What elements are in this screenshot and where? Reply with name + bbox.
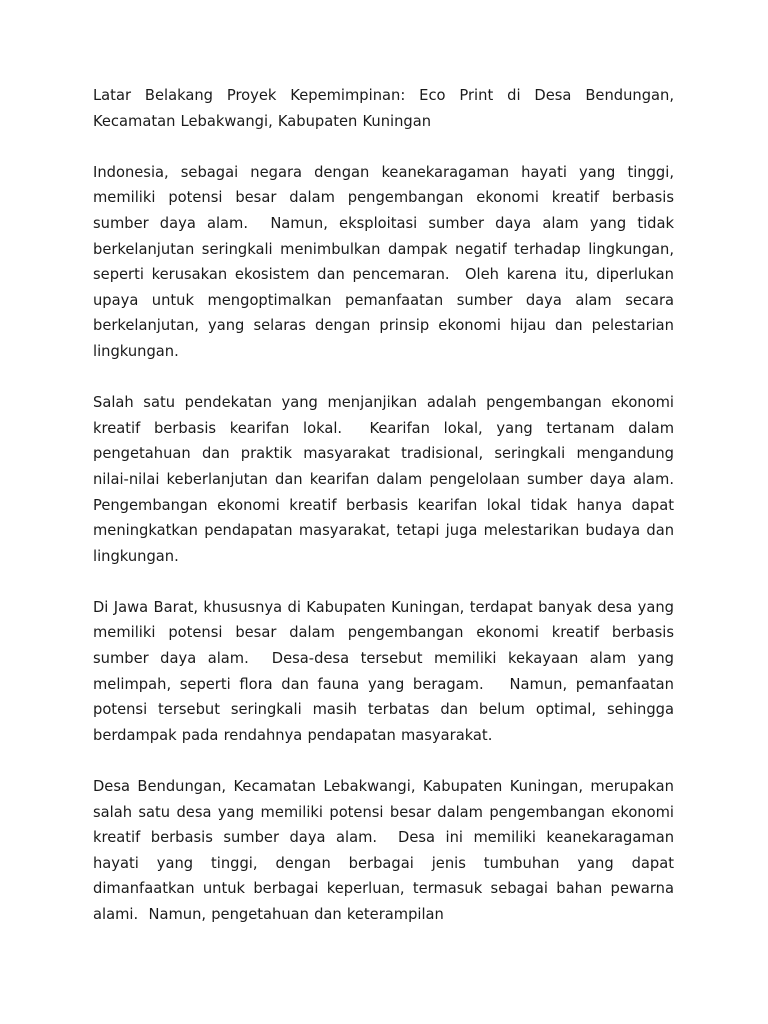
paragraph-2: Salah satu pendekatan yang menjanjikan adalah pengembangan ekonomi kreatif berbasis kearifan lokal. Kearifan lokal, yang tertanam dalam pengetahuan dan praktik masyarakat tradisional, seringkali mengandung nilai-nilai keberlanjutan dan kearifan dalam pengelolaan sumber daya alam. Pengembangan ekonomi kreatif berbasis kearifan lokal tidak hanya dapat meningkatkan pendapatan masyarakat, tetapi juga melestarikan budaya dan lingkungan. [93,394,685,565]
paragraph-3: Di Jawa Barat, khususnya di Kabupaten Kuningan, terdapat banyak desa yang memiliki potensi besar dalam pengembangan ekonomi kreatif berbasis sumber daya alam. Desa-desa tersebut memiliki kekayaan alam yang melimpah, seperti flora dan fauna yang beragam. Namun, pemanfaatan potensi tersebut seringkali masih terbatas dan belum optimal, sehingga berdampak pada rendahnya pendapatan masyarakat. [93,598,680,744]
document-title: Latar Belakang Proyek Kepemimpinan: Eco Print di Desa Bendungan, Kecamatan Lebakwangi, Kabupaten Kuningan [93,87,680,130]
paragraph-1: Indonesia, sebagai negara dengan keanekaragaman hayati yang tinggi, memiliki potensi besar dalam pengembangan ekonomi kreatif berbasis sumber daya alam. Namun, eksploitasi sumber daya alam yang tidak berkelanjutan seringkali menimbulkan dampak negatif terhadap lingkungan, seperti kerusakan ekosistem dan pencemaran. Oleh karena itu, diperlukan upaya untuk mengoptimalkan pemanfaatan sumber daya alam secara berkelanjutan, yang selaras dengan prinsip ekonomi hijau dan pelestarian lingkungan. [93,163,680,360]
paragraph-4: Desa Bendungan, Kecamatan Lebakwangi, Kabupaten Kuningan, merupakan salah satu desa yang memiliki potensi besar dalam pengembangan ekonomi kreatif berbasis sumber daya alam. Desa ini memiliki keanekaragaman hayati yang tinggi, dengan berbagai jenis tumbuhan yang dapat dimanfaatkan untuk berbagai keperluan, termasuk sebagai bahan pewarna alami. Namun, pengetahuan dan keterampilan [93,778,680,923]
document-body [93,83,685,953]
